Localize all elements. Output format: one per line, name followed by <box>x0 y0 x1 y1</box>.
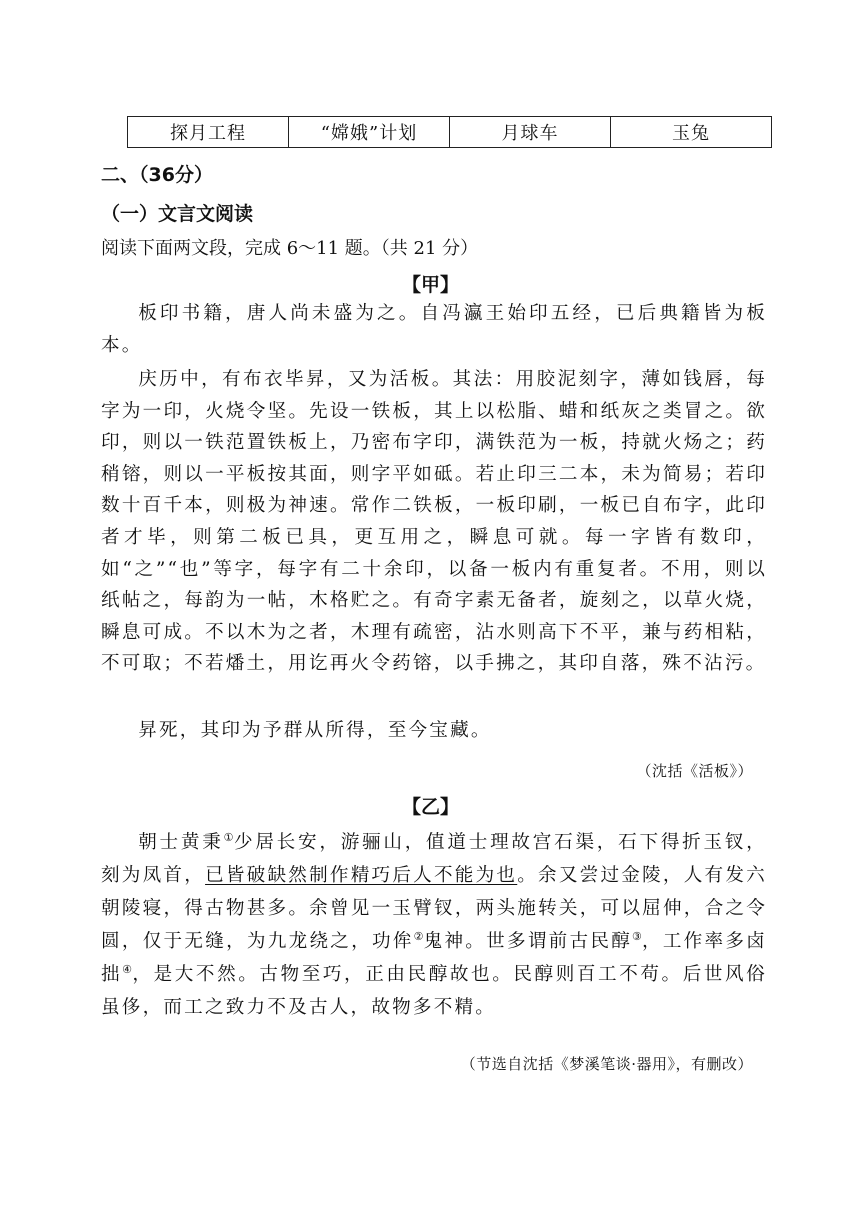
passage-b-source: （节选自沈括《梦溪笔谈·器用》，有删改） <box>460 1055 753 1073</box>
footnote-marker: ① <box>223 830 234 844</box>
passage-b-title: 【乙】 <box>401 796 459 818</box>
table-cell: 玉兔 <box>611 117 772 148</box>
passage-b-paragraph <box>101 826 767 1024</box>
answer-table <box>127 116 772 148</box>
table-cell: 探月工程 <box>128 117 289 148</box>
passage-b-text: ，是大不然。古物至巧，正由民醇故也。民醇则百工不苟。后世风俗虽侈，而工之致力不及古人，故物多不精。 <box>101 964 767 1018</box>
footnote-marker: ③ <box>632 929 642 943</box>
instruction-text: 阅读下面两文段，完成 6～11 题。（共 21 分） <box>101 238 479 259</box>
table-cell: 月球车 <box>450 117 611 148</box>
section-title: 二、（36分） <box>101 164 213 186</box>
passage-b-text: 。余又尝过金陵，人有发六朝陵寝，得古物甚多。余曾见一玉臂钗，两头施转关，可以屈伸，合之令圆，仅于无缝，为九龙绕之，功侔 <box>101 865 767 952</box>
passage-b-text: ，工作率多卤拙 <box>101 931 767 985</box>
passage-b-text: 朝士黄秉 <box>138 832 224 853</box>
table-cell: “嫦娥”计划 <box>289 117 450 148</box>
footnote-marker: ② <box>413 929 424 943</box>
passage-a-title: 【甲】 <box>401 274 459 296</box>
passage-a-source: （沈括《活板》） <box>636 762 753 780</box>
passage-b-text: 少居长安，游骊山，值道士理故宫石渠，石下得折玉钗，刻为凤首， <box>101 832 767 886</box>
underlined-sentence: 已皆破缺然制作精巧后人不能为也 <box>205 865 518 886</box>
table-row <box>128 117 772 148</box>
footnote-marker: ④ <box>122 962 133 976</box>
passage-a-paragraph-2: 庆历中，有布衣毕昇，又为活板。其法：用胶泥刻字，薄如钱唇，每字为一印，火烧令坚。先设一铁板，其上以松脂、蜡和纸灰之类冒之。欲印，则以一铁范置铁板上，乃密布字印，满铁范为一板，持就火炀之；药稍镕，则以一平板按其面，则字平如砥。若止印三二本，未为简易；若印数十百千本，则极为神速。常作二铁板，一板印刷，一板已自布字，此印者才毕，则第二板已具，更互用之，瞬息可就。每一字皆有数印，如“之”“也”等字，每字有二十余印，以备一板内有重复者。不用，则以纸帖之，每韵为一帖，木格贮之。有奇字素无备者，旋刻之，以草火烧，瞬息可成。不以木为之者，木理有疏密，沾水则高下不平，兼与药相粘，不可取；不若燔土，用讫再火令药镕，以手拂之，其印自落，殊不沾污。 <box>101 369 767 675</box>
passage-a-paragraph-1: 板印书籍，唐人尚未盛为之。自冯瀛王始印五经，已后典籍皆为板本。 <box>101 303 767 356</box>
passage-b-text: 鬼神。世多谓前古民醇 <box>423 931 633 952</box>
passage-a-paragraph-3: 昇死，其印为予群从所得，至今宝藏。 <box>138 720 492 741</box>
subsection-title: （一）文言文阅读 <box>101 203 254 225</box>
